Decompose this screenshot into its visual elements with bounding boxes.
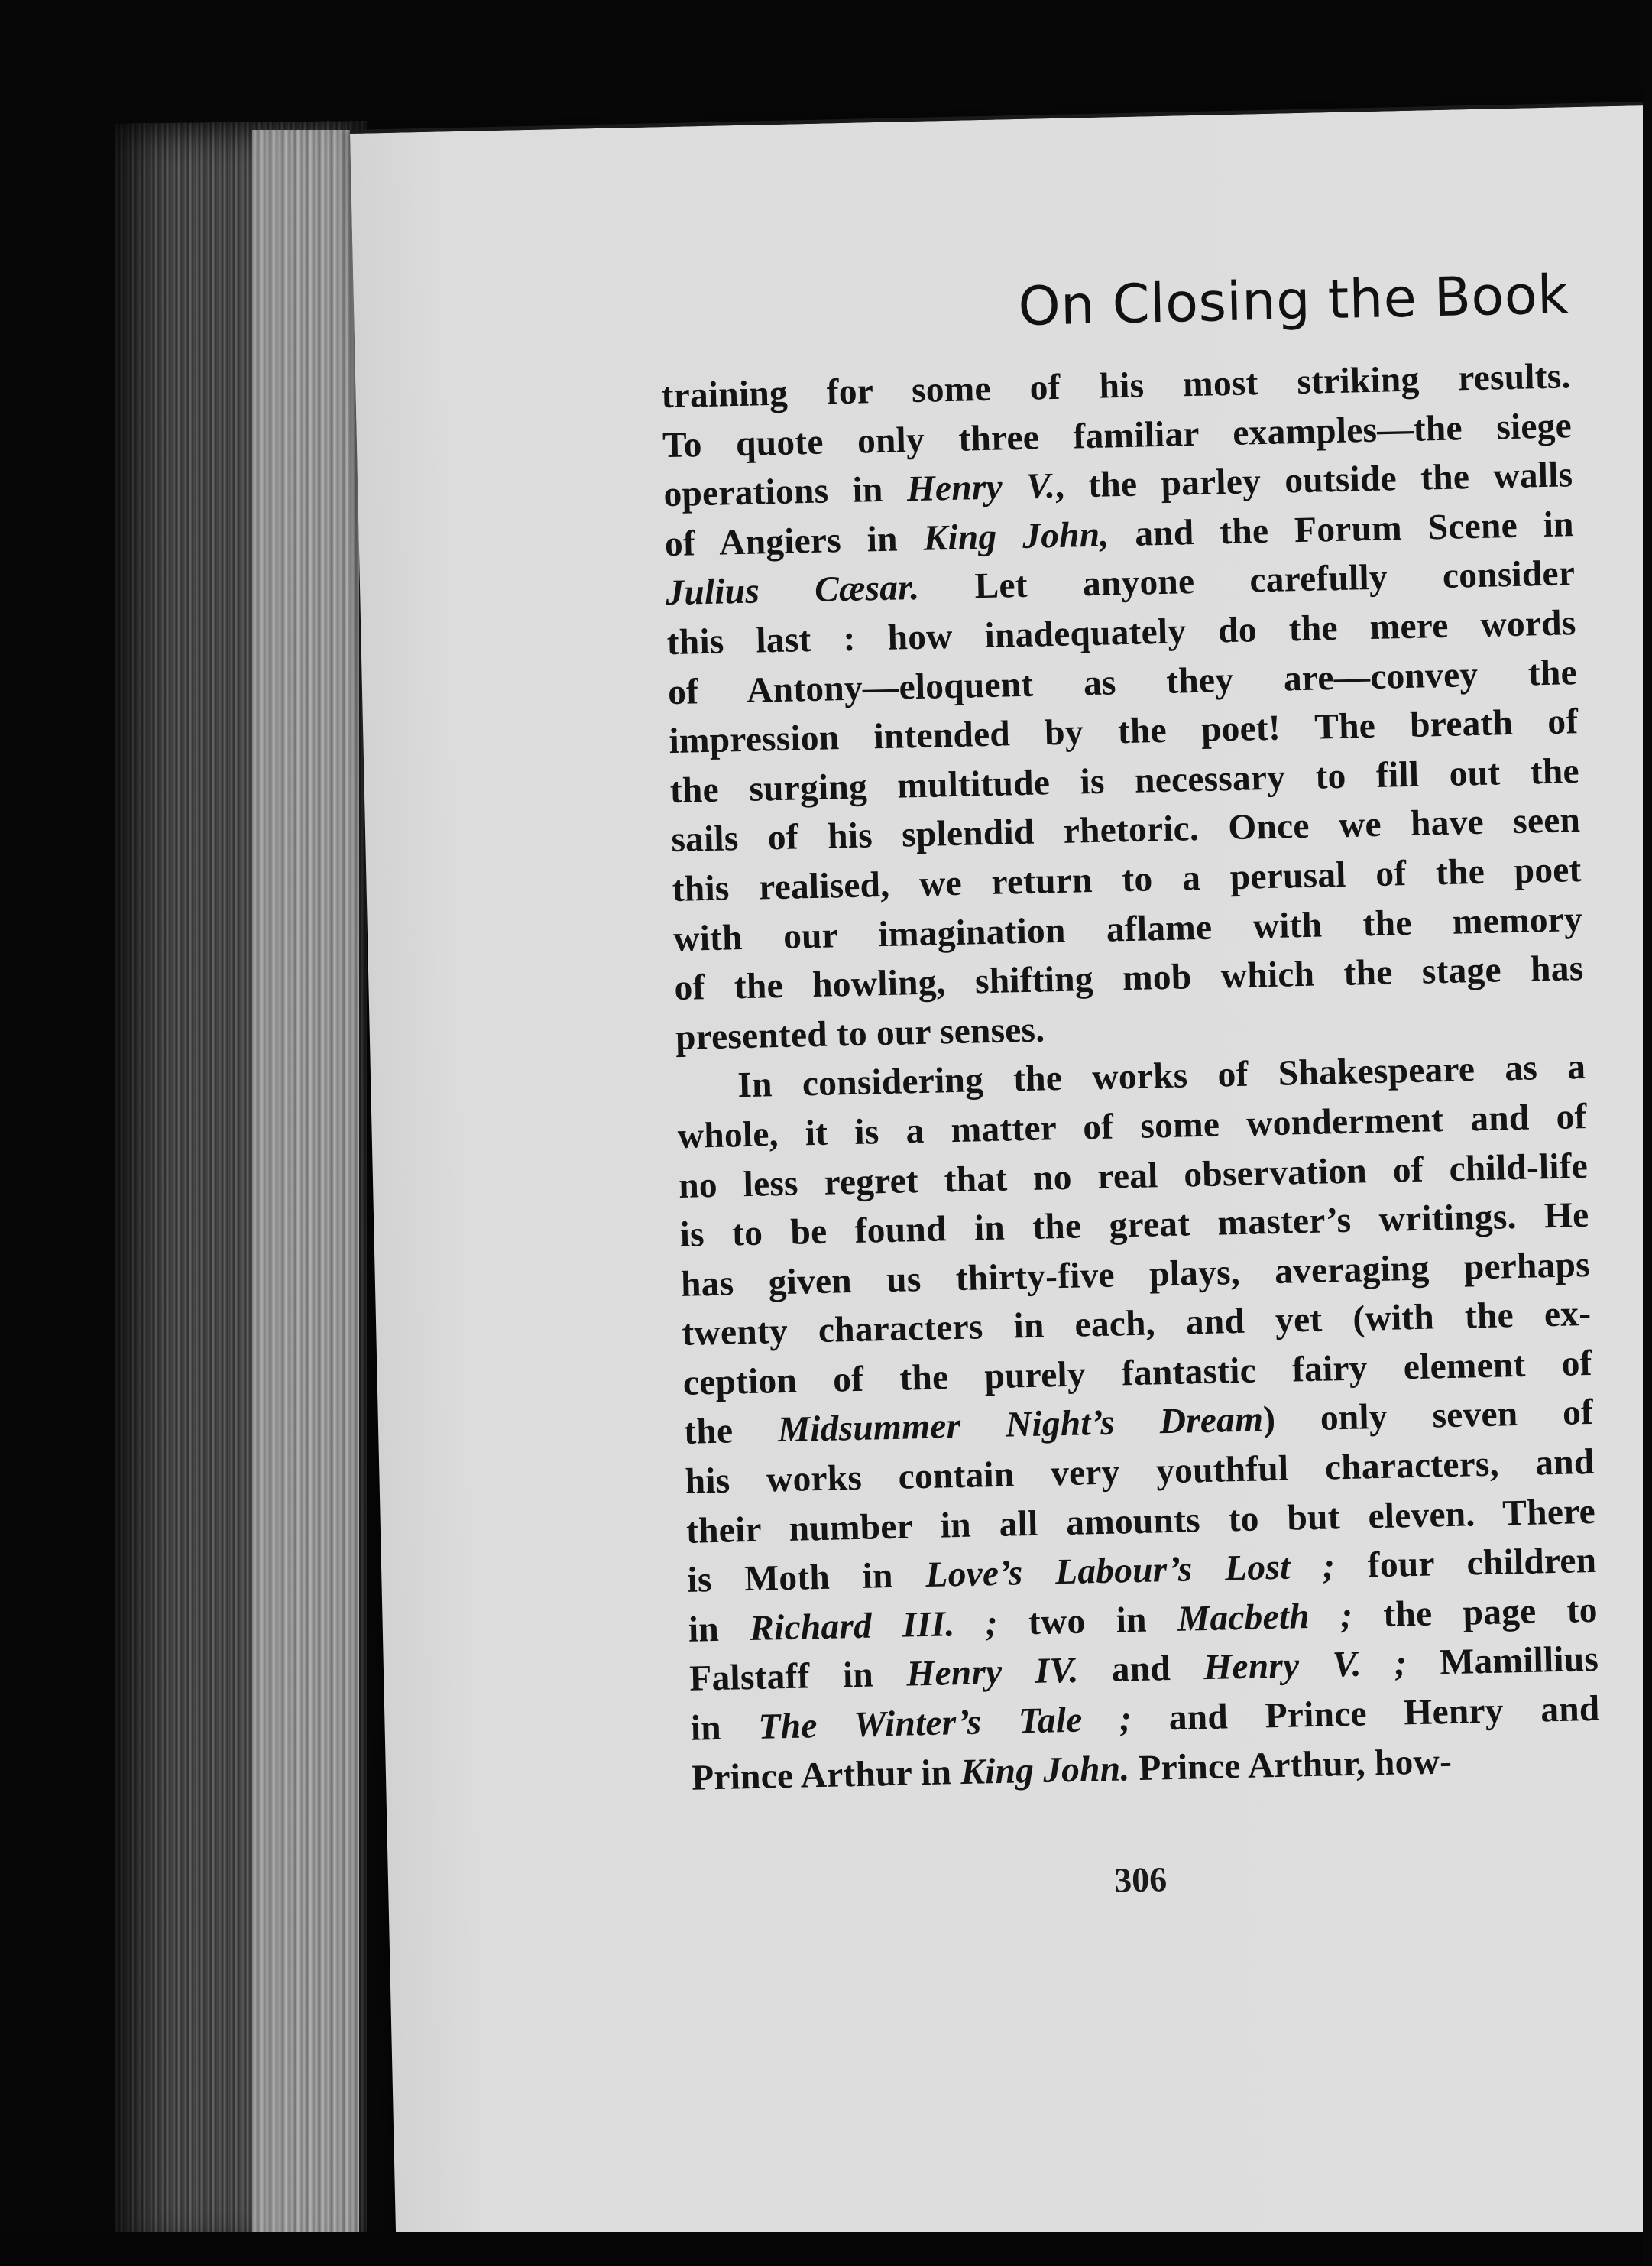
text-segment: presented to our senses.	[675, 1010, 1045, 1058]
text-segment: Let anyone carefully consider	[918, 553, 1576, 608]
body-text	[661, 352, 1602, 1803]
text-segment: has given us thirty-five plays, averaging perhaps	[680, 1244, 1591, 1305]
text-segment: four children	[1334, 1541, 1597, 1587]
text-segment: and	[1077, 1648, 1204, 1691]
italic-title-text: Henry IV.	[905, 1651, 1079, 1695]
text-segment: the page to	[1352, 1590, 1599, 1635]
text-segment: of Antony—eloquent as they are—convey the	[667, 652, 1578, 712]
italic-title-text: Julius Cæsar.	[665, 568, 920, 614]
text-segment: is Moth in	[686, 1555, 927, 1601]
text-segment: this realised, we return to a perusal of the poet	[672, 850, 1582, 909]
text-segment: whole, it is a matter of some wonderment and of	[677, 1096, 1588, 1156]
text-segment: , the parley outside the walls	[1054, 455, 1573, 507]
text-segment: of Angiers in	[664, 518, 925, 564]
text-segment: of the howling, shifting mob which the stage has	[674, 948, 1584, 1009]
italic-title-text: Henry V. ;	[1203, 1643, 1407, 1688]
italic-title-text: The Winter’s Tale ;	[757, 1699, 1132, 1747]
text-segment: To quote only three familiar examples—the siege	[662, 405, 1573, 465]
text-segment: the surging multitude is necessary to fill out the	[669, 750, 1580, 811]
book-page-edges-light	[252, 130, 359, 2255]
text-segment: two in	[997, 1599, 1178, 1643]
italic-title-text: King John,	[922, 514, 1109, 559]
text-segment: in	[688, 1608, 750, 1650]
text-segment: Mamillius	[1406, 1639, 1599, 1684]
text-segment: ) only seven of	[1262, 1392, 1594, 1440]
text-segment: Falstaff in	[688, 1655, 907, 1700]
text-segment: twenty characters in each, and yet (with the ex-	[681, 1294, 1592, 1354]
right-edge-shadow	[1643, 0, 1652, 2266]
text-segment: their number in all amounts to but eleven. There	[685, 1491, 1596, 1551]
text-segment: this last : how inadequately do the mere words	[666, 603, 1577, 663]
running-head: On Closing the Book	[1017, 263, 1569, 338]
italic-title-text: Henry V.	[906, 466, 1056, 510]
text-segment: his works contain very youthful characters, and	[685, 1441, 1595, 1502]
text-segment: no less regret that no real observation of child-life	[678, 1146, 1589, 1206]
page-text-area	[659, 263, 1602, 1803]
italic-title-text: Midsummer Night’s Dream	[777, 1399, 1264, 1451]
text-segment: operations in	[662, 469, 908, 515]
text-segment: is to be found in the great master’s writings. He	[679, 1195, 1589, 1256]
italic-title-text: Richard III. ;	[749, 1603, 999, 1648]
text-segment: ception of the purely fantastic fairy element of	[682, 1343, 1593, 1403]
text-segment: and Prince Henry and	[1131, 1688, 1601, 1739]
italic-title-text: Macbeth ;	[1177, 1595, 1353, 1639]
text-segment: In considering the works of Shakespeare as a	[737, 1047, 1586, 1106]
text-segment: Prince Arthur in	[691, 1752, 961, 1798]
italic-title-text: Love’s Labour’s Lost ;	[925, 1546, 1336, 1596]
book-page	[350, 101, 1652, 2266]
text-segment: and the Forum Scene in	[1108, 504, 1575, 555]
page-number: 306	[1113, 1859, 1168, 1900]
text-segment: in	[690, 1707, 759, 1749]
text-segment: training for some of his most striking results.	[661, 356, 1571, 417]
text-segment: with our imagination aflame with the memory	[672, 899, 1583, 959]
bottom-shadow	[0, 2232, 1652, 2266]
text-segment: sails of his splendid rhetoric. Once we have seen	[670, 800, 1581, 861]
italic-title-text: King John.	[960, 1748, 1130, 1792]
text-segment: impression intended by the poet! The breath of	[668, 702, 1579, 762]
text-segment: Prince Arthur, how-	[1129, 1741, 1453, 1788]
text-segment: the	[683, 1410, 779, 1453]
